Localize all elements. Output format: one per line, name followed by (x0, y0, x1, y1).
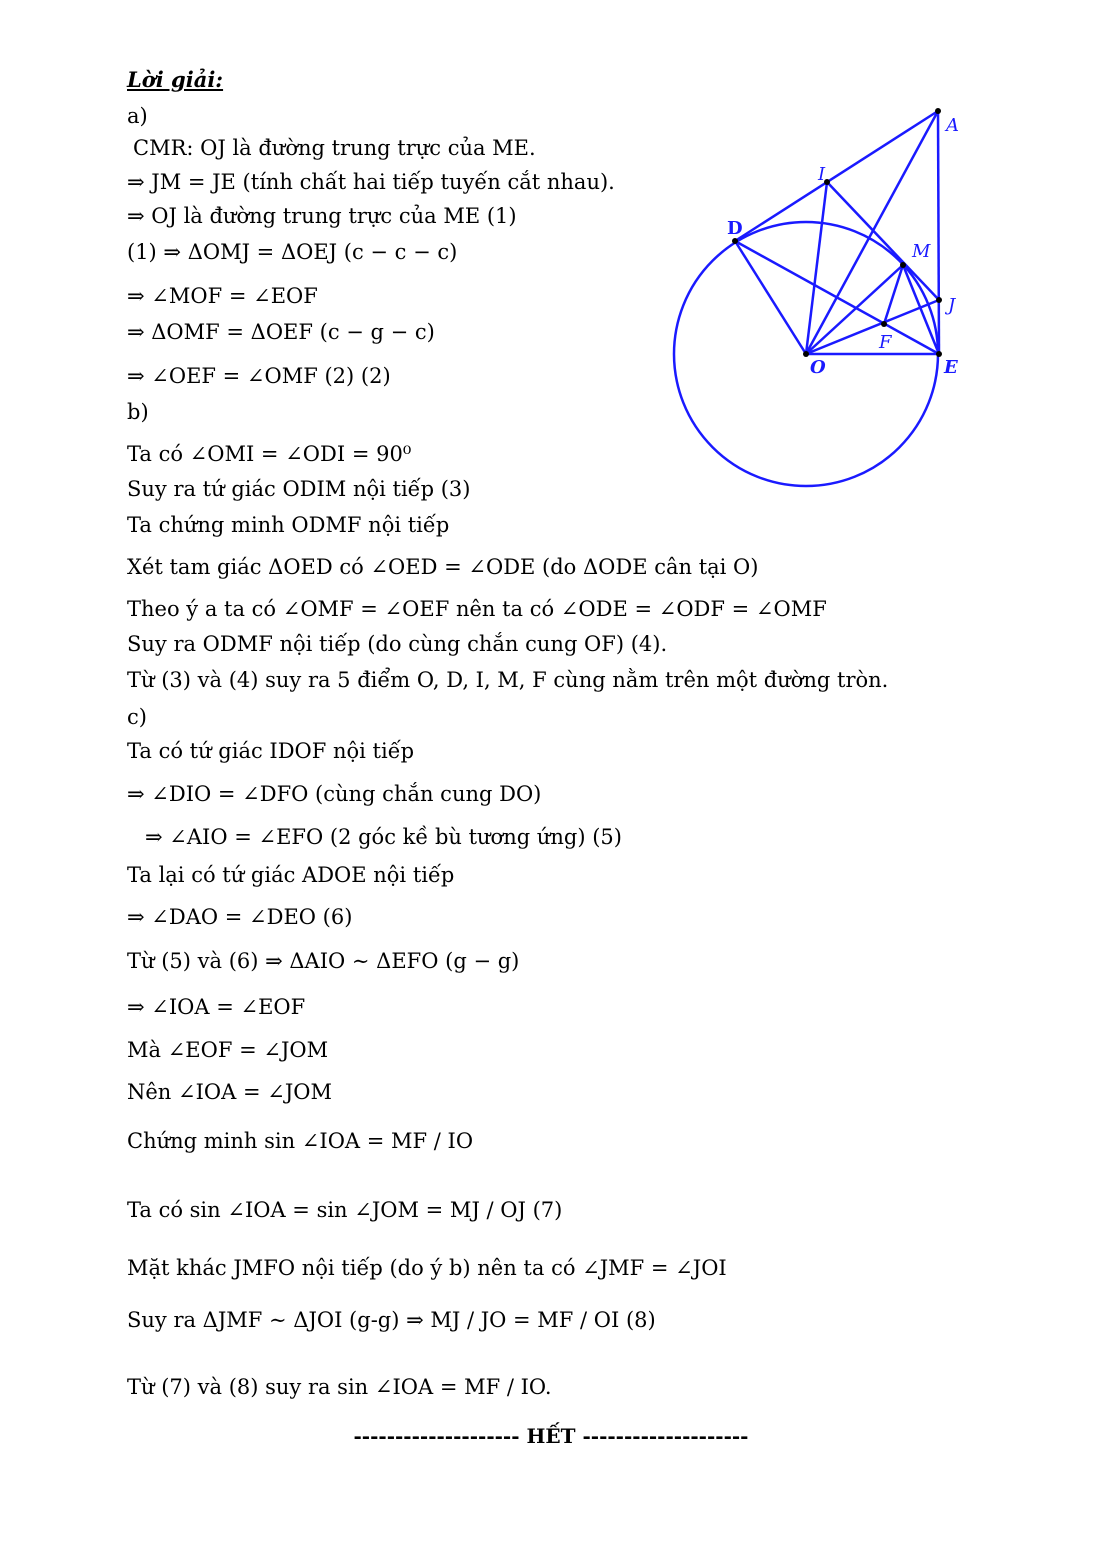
text-line: Suy ra tứ giác ODIM nội tiếp (3) (127, 477, 471, 501)
segment-oi (806, 182, 827, 354)
text-line: Nên ∠IOA = ∠JOM (127, 1080, 332, 1104)
text-line: Mặt khác JMFO nội tiếp (do ý b) nên ta có ∠JMF = ∠JOI (127, 1256, 727, 1280)
text-line: ⇒ JM = JE (tính chất hai tiếp tuyến cắt nhau). (127, 170, 615, 194)
label-f: F (879, 332, 892, 353)
point-m (900, 262, 906, 268)
text-line: Suy ra ODMF nội tiếp (do cùng chắn cung OF) (4). (127, 632, 668, 656)
text-line: Xét tam giác ΔOED có ∠OED = ∠ODE (do ΔODE cân tại O) (127, 555, 759, 579)
text-line: ⇒ ∠DIO = ∠DFO (cùng chắn cung DO) (127, 782, 542, 806)
text-line: Chứng minh sin ∠IOA = MF / IO (127, 1129, 474, 1153)
text-line: Ta có tứ giác IDOF nội tiếp (127, 739, 415, 763)
text-line: Ta chứng minh ODMF nội tiếp (127, 513, 450, 537)
text-line: ⇒ ∠DAO = ∠DEO (6) (127, 905, 353, 929)
label-d: D (727, 218, 743, 239)
text-line: ⇒ ΔOMF = ΔOEF (c − g − c) (127, 320, 435, 344)
segment-de (735, 241, 939, 354)
text-line: Suy ra ΔJMF ∼ ΔJOI (g-g) ⇒ MJ / JO = MF / OI (8) (127, 1308, 656, 1332)
solution-title: Lời giải: (127, 67, 224, 92)
text-line: Ta lại có tứ giác ADOE nội tiếp (127, 863, 455, 887)
text-line: Mà ∠EOF = ∠JOM (127, 1038, 329, 1062)
geometry-figure (660, 95, 980, 495)
label-i: I (818, 164, 826, 185)
segment-me (903, 265, 939, 354)
part-c-heading: c) (127, 705, 147, 729)
point-e (936, 351, 942, 357)
text-line: Ta có sin ∠IOA = sin ∠JOM = MJ / OJ (7) (127, 1198, 563, 1222)
text-line: Từ (7) và (8) suy ra sin ∠IOA = MF / IO. (127, 1375, 552, 1399)
text-line: ⇒ OJ là đường trung trực của ME (1) (127, 204, 517, 228)
segment-oj (806, 300, 939, 354)
text-line: Ta có ∠OMI = ∠ODI = 90⁰ (127, 442, 412, 466)
point-a (935, 108, 941, 114)
end-marker: -------------------- HẾT -------------------- (353, 1424, 749, 1448)
label-e: E (944, 357, 958, 378)
part-b-heading: b) (127, 400, 149, 424)
point-f (881, 321, 887, 327)
label-a: A (946, 115, 959, 136)
point-j (936, 297, 942, 303)
text-line: ⇒ ∠OEF = ∠OMF (2) (2) (127, 364, 391, 388)
text-line: ⇒ ∠AIO = ∠EFO (2 góc kề bù tương ứng) (5) (145, 825, 622, 849)
tangent-da (735, 111, 938, 241)
text-line: ⇒ ∠IOA = ∠EOF (127, 995, 306, 1019)
point-o (803, 351, 809, 357)
text-line: Theo ý a ta có ∠OMF = ∠OEF nên ta có ∠ODE = ∠ODF = ∠OMF (127, 597, 827, 621)
label-o: O (810, 357, 826, 378)
text-line: Từ (3) và (4) suy ra 5 điểm O, D, I, M, F cùng nằm trên một đường tròn. (127, 668, 889, 692)
label-j: J (948, 295, 956, 316)
text-line: Từ (5) và (6) ⇒ ΔAIO ∼ ΔEFO (g − g) (127, 949, 520, 973)
text-line: (1) ⇒ ΔOMJ = ΔOEJ (c − c − c) (127, 240, 458, 264)
part-a-heading: a) (127, 104, 148, 128)
text-line: CMR: OJ là đường trung trực của ME. (133, 136, 536, 160)
label-m: M (912, 241, 931, 262)
tangent-ae (938, 111, 939, 354)
segment-od (735, 241, 806, 354)
text-line: ⇒ ∠MOF = ∠EOF (127, 284, 318, 308)
